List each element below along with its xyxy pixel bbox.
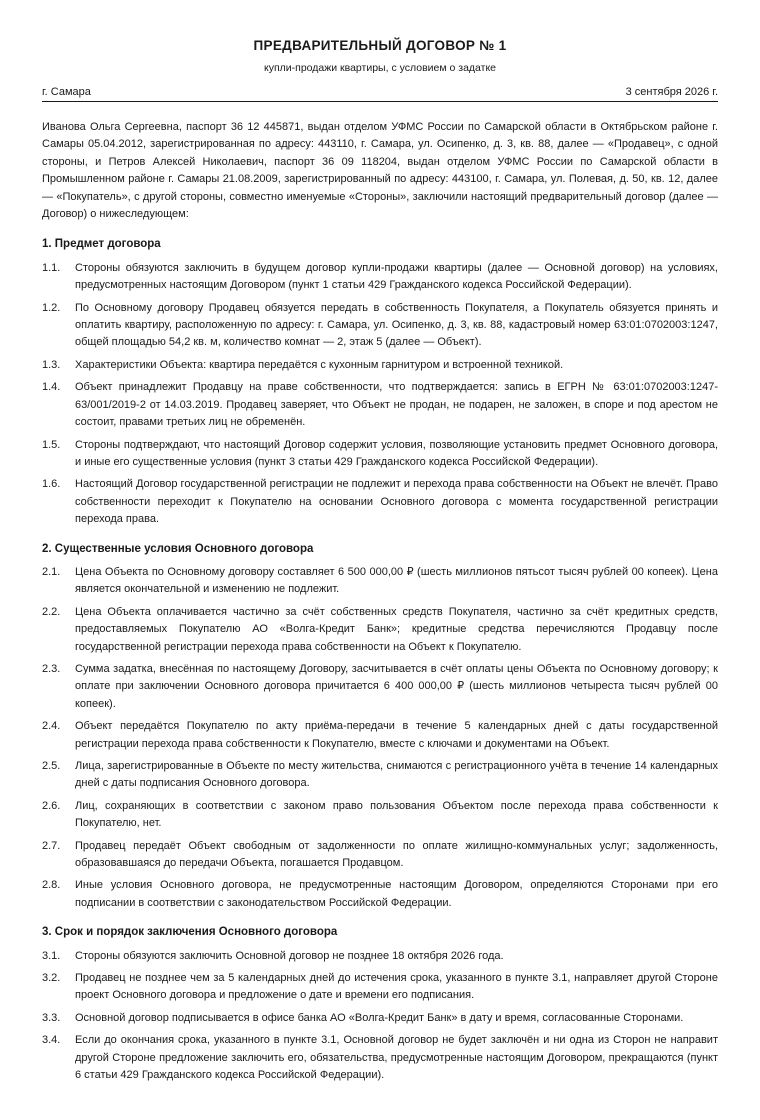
clause-number: 3.1. bbox=[42, 949, 61, 962]
clause bbox=[42, 437, 718, 472]
clause-number: 2.5. bbox=[42, 760, 61, 772]
clause-text: Основной договор подписывается в офисе банка АО «Волга-Кредит Банк» в дату и время, согласованные Сторонами. bbox=[75, 1011, 684, 1024]
clause-text: Объект принадлежит Продавцу на праве собственности, что подтверждается: запись в ЕГРН № 63:01:0702003:1247-63/001/2019-2 от 14.03.2019. Продавец заверяет, что Объект не продан, не подарен, не заложен, в споре и под арестом не состоит, правами третьих лиц не обременён. bbox=[75, 381, 718, 429]
clause-number: 3.2. bbox=[42, 972, 61, 985]
clause bbox=[42, 260, 718, 295]
clause-text: Характеристики Объекта: квартира передаётся с кухонным гарнитуром и встроенной техникой. bbox=[75, 358, 564, 371]
clause bbox=[42, 758, 718, 793]
clause-number: 2.1. bbox=[42, 565, 61, 578]
clause-text: Иные условия Основного договора, не предусмотренные настоящим Договором, определяются Сторонами при его подписании в соответствии с законодательством Российской Федерации. bbox=[75, 879, 718, 909]
clause bbox=[42, 661, 718, 713]
section-title: 2. Существенные условия Основного договора bbox=[42, 542, 314, 555]
clause-number: 3.4. bbox=[42, 1034, 61, 1047]
document-title: ПРЕДВАРИТЕЛЬНЫЙ ДОГОВОР № 1 bbox=[253, 38, 507, 53]
clause-number: 1.4. bbox=[42, 381, 61, 394]
clause bbox=[42, 604, 718, 656]
clause-number: 2.7. bbox=[42, 839, 61, 852]
clause bbox=[42, 564, 718, 599]
clause bbox=[42, 1032, 718, 1084]
section-title: 1. Предмет договора bbox=[42, 238, 161, 251]
section-title: 3. Срок и порядок заключения Основного договора bbox=[42, 926, 338, 939]
clause-text: По Основному договору Продавец обязуется передать в собственность Покупателя, а Покупатель обязуется принять и оплатить квартиру, расположенную по адресу: г. Самара, ул. Осипенко, д. 3, кв. 88, кадастровый номер 63:01:0702003:1247, общей площадью 54,2 кв. м, количество комнат — 2, этаж 5 (далее — Объект). bbox=[75, 301, 718, 349]
document-body bbox=[42, 119, 718, 1097]
clause-number: 2.6. bbox=[42, 799, 61, 812]
sections-container bbox=[42, 236, 718, 1084]
clause bbox=[42, 798, 718, 833]
clause-number: 2.2. bbox=[42, 605, 61, 618]
clause-number: 2.4. bbox=[42, 720, 61, 733]
clause bbox=[42, 838, 718, 873]
clause bbox=[42, 357, 718, 374]
clause bbox=[42, 948, 718, 965]
clause-text: Продавец передаёт Объект свободным от задолженности по оплате жилищно-коммунальных услуг; задолженность, образовавшаяся до передачи Объекта, погашается Продавцом. bbox=[75, 839, 718, 870]
clause-text: Цена Объекта оплачивается частично за счёт собственных средств Покупателя, частично за счёт кредитных средств, предоставляемых Покупателю АО «Волга-Кредит Банк»; кредитные средства перечисляются Продавцу после государственной регистрации перехода права собственности на Объект к Покупателю. bbox=[75, 605, 718, 653]
clause-number: 1.1. bbox=[42, 261, 61, 274]
clause-text: Лиц, сохраняющих в соответствии с законом право пользования Объектом после перехода права собственности к Покупателю, нет. bbox=[75, 799, 718, 830]
document-subtitle: купли-продажи квартиры, с условием о задатке bbox=[264, 62, 496, 74]
clause-text: Цена Объекта по Основному договору составляет 6 500 000,00 ₽ (шесть миллионов пятьсот тысяч рублей 00 копеек). Цена является окончательной и изменению не подлежит. bbox=[75, 565, 718, 596]
clause-number: 1.6. bbox=[42, 478, 61, 491]
clause bbox=[42, 1010, 718, 1027]
clause-number: 2.8. bbox=[42, 879, 61, 892]
contract-city: г. Самара bbox=[42, 86, 91, 98]
clause-text: Продавец не позднее чем за 5 календарных дней до истечения срока, указанного в пункте 3.1, направляет другой Стороне проект Основного договора и предложение о дате и времени его подписания. bbox=[75, 972, 718, 1002]
clause-text: Стороны обязуются заключить Основной договор не позднее 18 октября 2026 года. bbox=[75, 949, 504, 962]
clause-text: Объект передаётся Покупателю по акту приёма-передачи в течение 5 календарных дней с даты государственной регистрации перехода права собственности к Покупателю, вместе с ключами и документами на Объект. bbox=[75, 720, 718, 750]
section bbox=[42, 924, 718, 1084]
clause-number: 3.3. bbox=[42, 1011, 61, 1024]
clause-text: Стороны обязуются заключить в будущем договор купли-продажи квартиры (далее — Основной договор) на условиях, предусмотренных настоящим Договором (пункт 1 статьи 429 Гражданского кодекса Российской Федерации). bbox=[75, 261, 718, 292]
clause bbox=[42, 877, 718, 912]
clause-number: 1.5. bbox=[42, 438, 61, 451]
contract-date: 3 сентября 2026 г. bbox=[625, 86, 718, 98]
section bbox=[42, 541, 718, 913]
clause-text: Сумма задатка, внесённая по настоящему Договору, засчитывается в счёт оплаты цены Объекта по Основному договору; к оплате при заключении Основного договора причитается 6 400 000,00 ₽ (шесть миллионов четыреста тысяч рублей 00 копеек). bbox=[75, 662, 718, 710]
clause-number: 1.2. bbox=[42, 301, 61, 314]
clause-text: Лица, зарегистрированные в Объекте по месту жительства, снимаются с регистрационного учёта в течение 14 календарных дней с даты подписания Основного договора. bbox=[75, 760, 718, 790]
clause bbox=[42, 476, 718, 528]
section bbox=[42, 236, 718, 528]
clause bbox=[42, 379, 718, 431]
clause-number: 1.3. bbox=[42, 358, 61, 371]
clause bbox=[42, 970, 718, 1005]
clause-text: Настоящий Договор государственной регистрации не подлежит и перехода права собственности на Объект не влечёт. Право собственности переходит к Покупателю на основании Основного договора с момента государственной регистрации перехода права. bbox=[75, 478, 718, 526]
clause-text: Стороны подтверждают, что настоящий Договор содержит условия, позволяющие установить предмет Основного договора, и иные его существенные условия (пункт 3 статьи 429 Гражданского кодекса Российской Федерации). bbox=[75, 438, 718, 468]
clause bbox=[42, 718, 718, 753]
clause-number: 2.3. bbox=[42, 662, 61, 675]
clause bbox=[42, 300, 718, 352]
place-date-row bbox=[42, 85, 718, 102]
clause-text: Если до окончания срока, указанного в пункте 3.1, Основной договор не будет заключён и ни одна из Сторон не направит другой Стороне предложение заключить его, обязательства, предусмотренные настоящим Договором, прекращаются (пункт 6 статьи 429 Гражданского кодекса Российской Федерации). bbox=[75, 1034, 718, 1082]
preamble: Иванова Ольга Сергеевна, паспорт 36 12 445871, выдан отделом УФМС России по Самарской области в Октябрьском районе г. Самары 05.04.2012, зарегистрированная по адресу: 443110, г. Самара, ул. Осипенко, д. 3, кв. 88, далее — «Продавец», с одной стороны, и Петров Алексей Николаевич, паспорт 36 09 118204, выдан отделом УФМС России по Самарской области в Промышленном районе г. Самары 21.08.2009, зарегистрированный по адресу: 443100, г. Самара, ул. Полевая, д. 50, кв. 12, далее — «Покупатель», с другой стороны, совместно именуемые «Стороны», заключили настоящий предварительный договор (далее — Договор) о нижеследующем: bbox=[42, 121, 718, 221]
